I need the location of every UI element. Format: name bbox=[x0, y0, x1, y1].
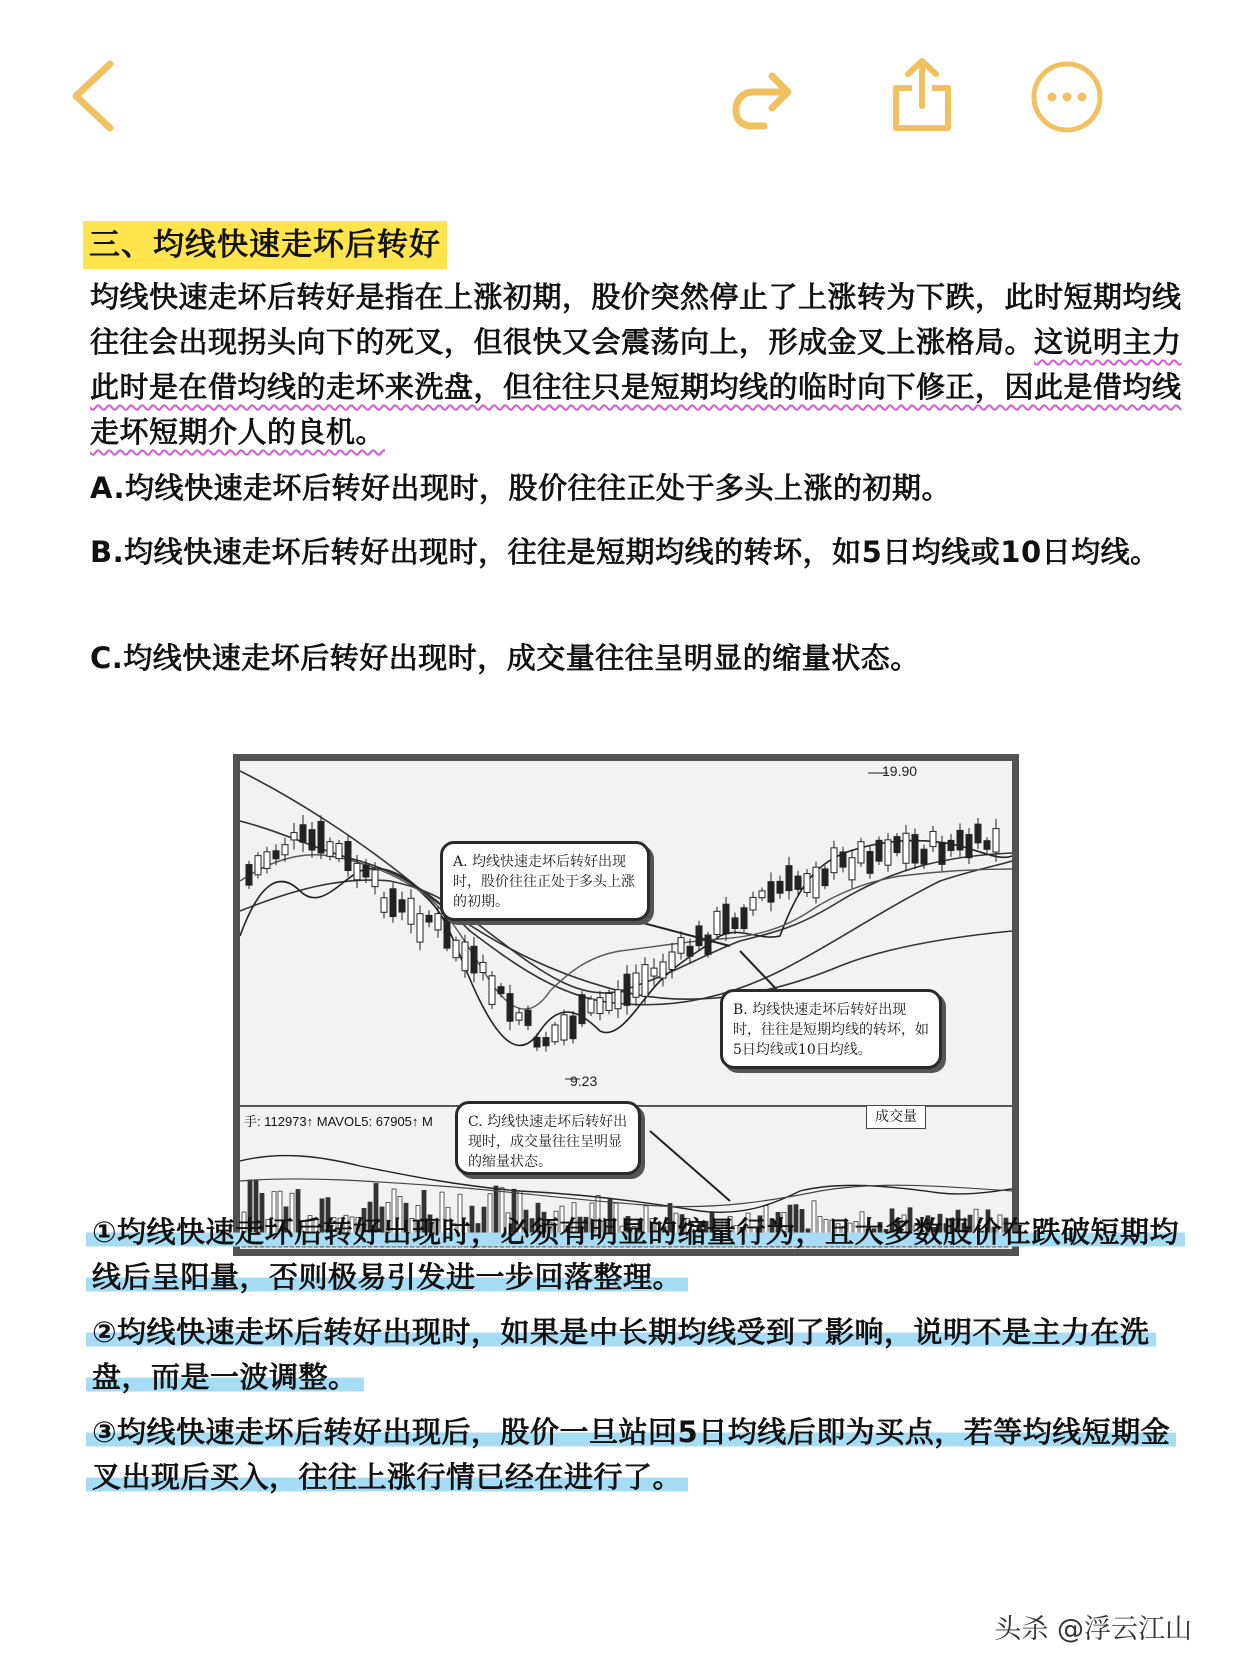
candle-body bbox=[570, 1016, 576, 1039]
candle-body bbox=[435, 914, 441, 930]
candle-body bbox=[309, 830, 315, 850]
candle-body bbox=[984, 841, 990, 850]
candle-body bbox=[444, 917, 450, 948]
volume-tab: 成交量 bbox=[866, 1105, 926, 1129]
candle-body bbox=[948, 840, 954, 850]
candle-body bbox=[561, 1015, 567, 1040]
candle-body bbox=[939, 842, 945, 864]
candle-body bbox=[606, 993, 612, 1010]
price-low-label: 9.23 bbox=[570, 1073, 598, 1089]
note-3 bbox=[86, 1410, 1181, 1500]
candle-body bbox=[930, 831, 936, 846]
point-b: B.均线快速走坏后转好出现时，往往是短期均线的转坏，如5日均线或10日均线。 bbox=[90, 535, 1160, 569]
candle-body bbox=[426, 915, 432, 922]
point-a: A.均线快速走坏后转好出现时，股价往往正处于多头上涨的初期。 bbox=[90, 471, 951, 505]
note-1-text: ①均线快速走坏后转好出现时，必须有明显的缩量行为，且大多数股价在跌破短期均线后呈阳量，否则极易引发进一步回落整理。 bbox=[86, 1215, 1185, 1294]
candle-body bbox=[615, 990, 621, 1009]
candle-body bbox=[462, 942, 468, 971]
candle-body bbox=[489, 976, 495, 1005]
candle-body bbox=[732, 918, 738, 929]
candle-body bbox=[957, 830, 963, 850]
candle-body bbox=[993, 829, 999, 852]
candle-body bbox=[669, 952, 675, 970]
chevron-left-icon bbox=[66, 58, 122, 134]
candle-body bbox=[822, 869, 828, 886]
callout-c-pointer bbox=[650, 1131, 730, 1201]
candle-body bbox=[624, 974, 630, 1005]
candle-body bbox=[678, 938, 684, 954]
candle-body bbox=[390, 889, 396, 917]
candle-body bbox=[291, 833, 297, 840]
candle-body bbox=[408, 898, 414, 924]
point-c: C.均线快速走坏后转好出现时，成交量往往呈明显的缩量状态。 bbox=[90, 641, 920, 675]
redo-arrow-icon bbox=[730, 62, 796, 130]
candle-body bbox=[750, 897, 756, 910]
candle-body bbox=[597, 998, 603, 1014]
candle-body bbox=[642, 965, 648, 997]
price-high-label: 19.90 bbox=[882, 763, 918, 779]
intro-text: 均线快速走坏后转好是指在上涨初期，股价突然停止了上涨转为下跌，此时短期均线往往会出现拐头向下的死叉，但很快又会震荡向上，形成金叉上涨格局。 bbox=[90, 280, 1182, 359]
candle-body bbox=[246, 865, 252, 886]
candle-body bbox=[633, 973, 639, 997]
top-toolbar bbox=[0, 0, 1242, 200]
candle-body bbox=[714, 911, 720, 934]
candle-body bbox=[867, 852, 873, 874]
callout-b: B. 均线快速走坏后转好出现时，往往是短期均线的转坏，如5日均线或10日均线。 bbox=[720, 989, 942, 1069]
candle-body bbox=[840, 852, 846, 867]
candle-body bbox=[876, 840, 882, 861]
candle-body bbox=[795, 876, 801, 889]
candle-body bbox=[903, 833, 909, 863]
candle-body bbox=[975, 824, 981, 843]
candle-body bbox=[345, 842, 351, 871]
candle-body bbox=[813, 867, 819, 898]
candle-body bbox=[417, 914, 423, 942]
candle-body bbox=[579, 995, 585, 1024]
stock-chart-figure bbox=[233, 754, 1019, 1256]
candle-body bbox=[786, 866, 792, 891]
candle-body bbox=[534, 1037, 540, 1047]
candle-body bbox=[885, 840, 891, 865]
candle-body bbox=[327, 842, 333, 857]
candle-body bbox=[399, 900, 405, 912]
back-button[interactable] bbox=[66, 58, 122, 134]
candle-body bbox=[516, 1013, 522, 1020]
watermark: 头杀 @浮云江山 bbox=[994, 1614, 1192, 1645]
candle-body bbox=[777, 881, 783, 893]
share-icon bbox=[890, 56, 954, 134]
share-button[interactable] bbox=[890, 56, 954, 134]
candle-body bbox=[480, 962, 486, 972]
candle-body bbox=[921, 849, 927, 864]
candle-body bbox=[471, 946, 477, 973]
candle-body bbox=[336, 843, 342, 858]
candle-body bbox=[318, 821, 324, 853]
candle-body bbox=[507, 994, 513, 1022]
candle-body bbox=[831, 848, 837, 873]
candle-body bbox=[381, 898, 387, 912]
candle-body bbox=[273, 851, 279, 859]
candle-body bbox=[687, 946, 693, 956]
candle-body bbox=[894, 837, 900, 853]
note-2-text: ②均线快速走坏后转好出现时，如果是中长期均线受到了影响，说明不是主力在洗盘，而是一波调整。 bbox=[86, 1315, 1156, 1394]
candle-body bbox=[660, 962, 666, 978]
note-2 bbox=[86, 1310, 1181, 1400]
candle-body bbox=[498, 987, 504, 994]
candle-body bbox=[264, 852, 270, 869]
callout-c: C. 均线快速走坏后转好出现时，成交量往往呈明显的缩量状态。 bbox=[455, 1101, 641, 1175]
candle-body bbox=[804, 874, 810, 893]
more-button[interactable] bbox=[1030, 60, 1104, 134]
candle-body bbox=[759, 891, 765, 898]
note-1 bbox=[86, 1210, 1181, 1300]
note-3-text: ③均线快速走坏后转好出现后，股价一旦站回5日均线后即为买点，若等均线短期金叉出现后买入，往往上涨行情已经在进行了。 bbox=[86, 1415, 1176, 1494]
section-heading: 三、均线快速走坏后转好 bbox=[83, 221, 447, 269]
candle-body bbox=[651, 968, 657, 976]
candle-body bbox=[363, 865, 369, 877]
candle-body bbox=[696, 926, 702, 946]
candle-body bbox=[741, 908, 747, 929]
callout-a: A. 均线快速走坏后转好出现时，股价往往正处于多头上涨的初期。 bbox=[440, 841, 650, 921]
candle-body bbox=[372, 870, 378, 887]
candle-body bbox=[543, 1038, 549, 1046]
candle-body bbox=[966, 835, 972, 858]
candle-body bbox=[282, 845, 288, 855]
volume-info: 手: 112973↑ MAVOL5: 67905↑ M bbox=[244, 1114, 433, 1129]
candle-body bbox=[525, 1010, 531, 1025]
candle-body bbox=[588, 999, 594, 1013]
candle-body bbox=[255, 856, 261, 875]
forward-button[interactable] bbox=[730, 62, 796, 130]
volume-ma-line-2 bbox=[240, 1179, 1012, 1207]
candle-body bbox=[912, 835, 918, 863]
candle-body bbox=[849, 858, 855, 880]
candle-body bbox=[354, 863, 360, 879]
intro-emphasis: 这说明主力此时是在借均线的走坏来洗盘，但往往只是短期均线的临时向下修正，因此是借均线走坏短期介人的良机。 bbox=[90, 325, 1182, 449]
more-icon bbox=[1030, 60, 1104, 134]
candle-body bbox=[705, 935, 711, 954]
candle-body bbox=[723, 904, 729, 934]
candle-body bbox=[858, 842, 864, 863]
candle-body bbox=[768, 882, 774, 902]
candle-body bbox=[453, 940, 459, 957]
candle-body bbox=[552, 1025, 558, 1042]
intro-paragraph bbox=[90, 275, 1185, 455]
candle-body bbox=[300, 825, 306, 843]
